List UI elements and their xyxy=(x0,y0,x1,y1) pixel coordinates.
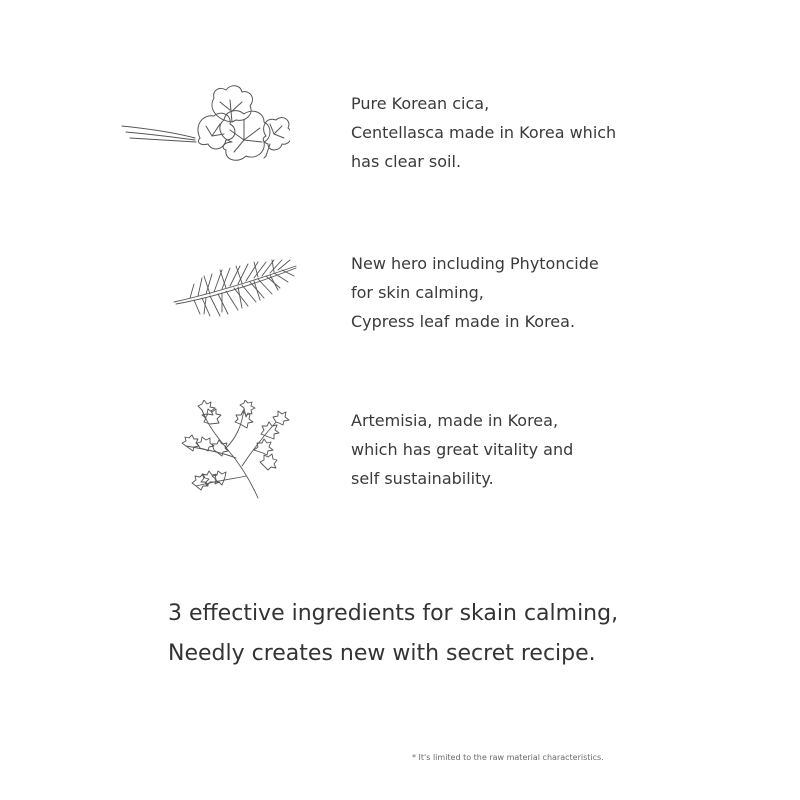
ingredient-artemisia-text xyxy=(351,406,681,493)
cypress-leaf-icon xyxy=(170,254,302,324)
ingredient-cica-text xyxy=(351,89,681,176)
ingredient-artemisia-line-2: which has great vitality and xyxy=(351,440,574,459)
cica-leaf-icon xyxy=(120,80,290,180)
ingredient-cypress-text xyxy=(351,249,681,336)
closing-line-1: 3 effective ingredients for skain calming, xyxy=(168,601,619,626)
ingredient-artemisia-line-3: self sustainability. xyxy=(351,469,494,488)
artemisia-sprig-icon xyxy=(180,400,290,500)
closing-line-2: Needly creates new with secret recipe. xyxy=(168,641,596,666)
ingredient-cica-line-2: Centellasca made in Korea which xyxy=(351,123,617,142)
ingredient-artemisia xyxy=(0,400,800,530)
ingredient-cica-line-1: Pure Korean cica, xyxy=(351,94,490,113)
ingredient-cypress-line-1: New hero including Phytoncide xyxy=(351,254,599,273)
closing-statement xyxy=(168,594,728,674)
footnote: * It's limited to the raw material characteristics. xyxy=(412,753,604,762)
ingredient-cica xyxy=(0,80,800,210)
ingredient-cypress-line-3: Cypress leaf made in Korea. xyxy=(351,312,576,331)
ingredient-cypress xyxy=(0,240,800,370)
ingredient-cica-line-3: has clear soil. xyxy=(351,152,462,171)
ingredient-cypress-line-2: for skin calming, xyxy=(351,283,484,302)
ingredient-artemisia-line-1: Artemisia, made in Korea, xyxy=(351,411,559,430)
